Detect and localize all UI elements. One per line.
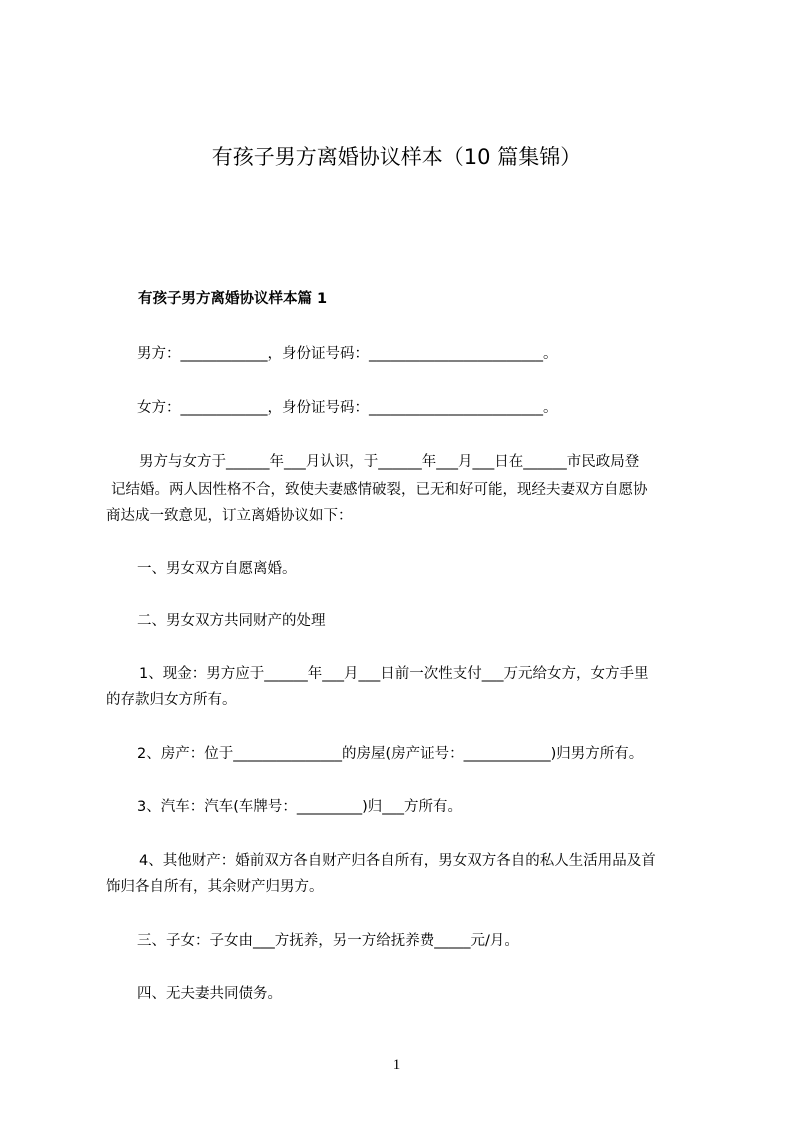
car-clause: 3、汽车：汽车(车牌号：_________)归___方所有。: [137, 799, 463, 815]
intro-paragraph-line-1: 男方与女方于______年___月认识，于______年___月___日在______市民政局登: [139, 454, 640, 470]
other-property-line-2: 饰归各自所有，其余财产归男方。: [106, 879, 324, 895]
debt-clause: 四、无夫妻共同债务。: [137, 986, 282, 1002]
clause-one: 一、男女双方自愿离婚。: [137, 561, 297, 577]
husband-info-line: 男方：____________，身份证号码：________________________。: [137, 346, 558, 362]
document-title: 有孩子男方离婚协议样本（10 篇集锦）: [211, 145, 582, 169]
clause-two-heading: 二、男女双方共同财产的处理: [137, 613, 326, 629]
intro-paragraph-line-3: 商达成一致意见，订立离婚协议如下：: [106, 508, 353, 524]
cash-clause-line-2: 的存款归女方所有。: [106, 692, 237, 708]
intro-paragraph-line-2: 记结婚。两人因性格不合，致使夫妻感情破裂，已无和好可能，现经夫妻双方自愿协: [111, 482, 648, 498]
wife-info-line: 女方：____________，身份证号码：________________________。: [137, 400, 558, 416]
section-heading: 有孩子男方离婚协议样本篇 1: [138, 291, 328, 307]
children-clause: 三、子女：子女由___方抚养，另一方给抚养费_____元/月。: [137, 933, 519, 949]
other-property-line-1: 4、其他财产：婚前双方各自财产归各自所有，男女双方各自的私人生活用品及首: [139, 853, 656, 869]
page-number: 1: [392, 1057, 401, 1073]
property-clause: 2、房产：位于_______________的房屋(房产证号：____________)归男方所有。: [137, 746, 644, 762]
cash-clause-line-1: 1、现金：男方应于______年___月___日前一次性支付___万元给女方，女方手里: [139, 666, 649, 682]
